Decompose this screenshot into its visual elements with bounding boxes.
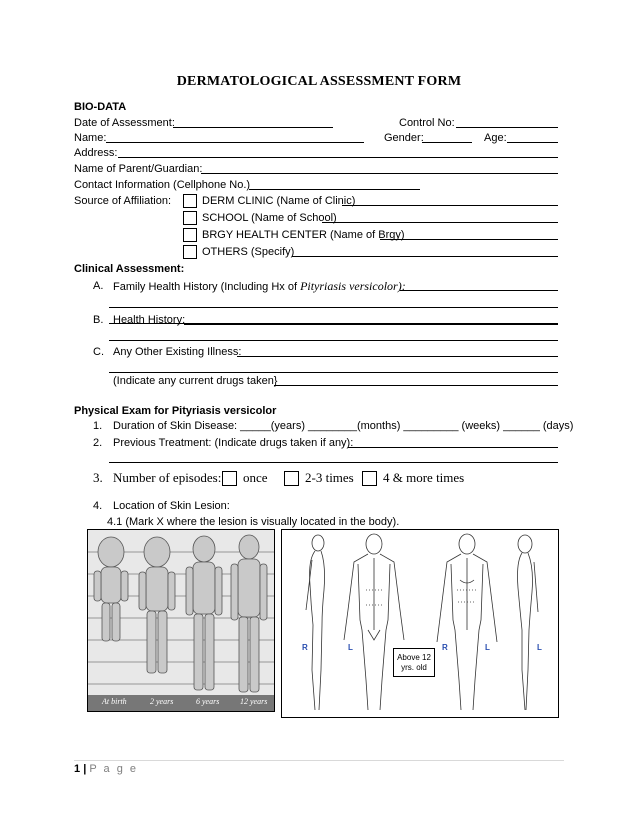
biodata-heading: BIO-DATA bbox=[74, 101, 127, 113]
derm-clinic-field[interactable] bbox=[342, 205, 558, 206]
others-checkbox[interactable] bbox=[183, 245, 197, 259]
letter-l-1: L bbox=[348, 643, 353, 652]
health-history-field[interactable] bbox=[184, 324, 558, 325]
family-history-line-2[interactable] bbox=[109, 307, 558, 308]
school-checkbox[interactable] bbox=[183, 211, 197, 225]
location-label: Location of Skin Lesion: bbox=[113, 500, 230, 512]
item-2-num: 2. bbox=[93, 437, 103, 449]
adult-front bbox=[437, 534, 497, 710]
page-number: 1 bbox=[74, 763, 81, 775]
current-drugs-label: (Indicate any current drugs taken} bbox=[113, 375, 278, 387]
family-history-field[interactable] bbox=[400, 290, 558, 291]
duration-text: Duration of Skin Disease: _____(years) ________(months) _________ (weeks) ______ (days) bbox=[113, 420, 574, 432]
child-figures-svg bbox=[88, 530, 274, 711]
caption-birth: At birth bbox=[102, 697, 127, 706]
other-illness-label: Any Other Existing Illness: bbox=[113, 346, 242, 358]
others-field[interactable] bbox=[292, 256, 558, 257]
child-figure-birth bbox=[94, 537, 128, 641]
letter-l-2: L bbox=[485, 643, 490, 652]
clinical-heading: Clinical Assessment: bbox=[74, 263, 185, 275]
child-body-chart[interactable] bbox=[87, 529, 275, 712]
episodes-2-3-checkbox[interactable] bbox=[284, 471, 299, 486]
caption-2y: 2 years bbox=[150, 697, 174, 706]
page-separator: | bbox=[83, 763, 87, 775]
parent-field[interactable] bbox=[201, 173, 558, 174]
control-label: Control No: bbox=[399, 117, 455, 129]
contact-field[interactable] bbox=[249, 189, 420, 190]
adult-age-note: Above 12 yrs. old bbox=[393, 648, 435, 677]
control-field[interactable] bbox=[456, 127, 558, 128]
page-footer bbox=[74, 763, 138, 776]
derm-clinic-checkbox[interactable] bbox=[183, 194, 197, 208]
item-4-num: 4. bbox=[93, 500, 103, 512]
age-label: Age: bbox=[484, 132, 507, 144]
date-field[interactable] bbox=[173, 127, 333, 128]
item-a-letter: A. bbox=[93, 280, 104, 292]
caption-6y: 6 years bbox=[196, 697, 220, 706]
child-figure-6y bbox=[186, 536, 222, 690]
previous-treatment-field[interactable] bbox=[348, 447, 558, 448]
letter-r-2: R bbox=[442, 643, 448, 652]
date-label: Date of Assessment: bbox=[74, 117, 175, 129]
episodes-once-checkbox[interactable] bbox=[222, 471, 237, 486]
child-figure-2y bbox=[139, 537, 175, 673]
footer-divider bbox=[74, 760, 564, 761]
previous-treatment-line-2[interactable] bbox=[109, 462, 558, 463]
other-illness-field[interactable] bbox=[237, 356, 558, 357]
address-field[interactable] bbox=[118, 157, 558, 158]
item-3-num: 3. bbox=[93, 470, 103, 485]
episodes-once-label: once bbox=[243, 470, 268, 485]
child-figure-12y bbox=[231, 535, 267, 692]
location-instruction: 4.1 (Mark X where the lesion is visually located in the body). bbox=[107, 516, 400, 528]
item-1-num: 1. bbox=[93, 420, 103, 432]
episodes-4-more-checkbox[interactable] bbox=[362, 471, 377, 486]
brgy-field[interactable] bbox=[380, 239, 558, 240]
source-label: Source of Affiliation: bbox=[74, 195, 172, 207]
gender-field[interactable] bbox=[422, 142, 472, 143]
age-field[interactable] bbox=[507, 142, 558, 143]
episodes-2-3-label: 2-3 times bbox=[305, 470, 354, 485]
caption-12y: 12 years bbox=[240, 697, 268, 706]
adult-back bbox=[344, 534, 404, 710]
item-c-letter: C. bbox=[93, 346, 104, 358]
contact-label: Contact Information (Cellphone No.) bbox=[74, 179, 251, 191]
other-illness-line-2[interactable] bbox=[109, 372, 558, 373]
letter-r-1: R bbox=[302, 643, 308, 652]
episodes-label: Number of episodes: bbox=[113, 470, 222, 485]
school-field[interactable] bbox=[322, 222, 558, 223]
adult-body-chart[interactable] bbox=[281, 529, 559, 718]
adult-side-right bbox=[518, 535, 539, 710]
parent-label: Name of Parent/Guardian: bbox=[74, 163, 203, 175]
previous-treatment-label: Previous Treatment: (Indicate drugs taken if any): bbox=[113, 437, 354, 449]
current-drugs-field[interactable] bbox=[274, 385, 558, 386]
gender-label: Gender: bbox=[384, 132, 424, 144]
item-b-letter: B. bbox=[93, 314, 104, 326]
derm-clinic-label: DERM CLINIC (Name of Clinic) bbox=[202, 195, 356, 207]
brgy-checkbox[interactable] bbox=[183, 228, 197, 242]
form-title: DERMATOLOGICAL ASSESSMENT FORM bbox=[176, 74, 462, 89]
school-label: SCHOOL (Name of School) bbox=[202, 212, 337, 224]
name-field[interactable] bbox=[106, 142, 364, 143]
health-history-label: Health History: bbox=[113, 314, 186, 326]
health-history-line-2[interactable] bbox=[109, 340, 558, 341]
adult-side-left bbox=[306, 535, 325, 710]
others-label: OTHERS (Specify) bbox=[202, 246, 295, 258]
letter-l-3: L bbox=[537, 643, 542, 652]
adult-figures-svg bbox=[282, 530, 558, 717]
family-history-label: Family Health History (Including Hx of Pityriasis versicolor): bbox=[113, 279, 406, 293]
brgy-label: BRGY HEALTH CENTER (Name of Brgy) bbox=[202, 229, 405, 241]
physical-heading: Physical Exam for Pityriasis versicolor bbox=[74, 405, 277, 417]
episodes-4-more-label: 4 & more times bbox=[383, 470, 465, 485]
address-label: Address: bbox=[74, 147, 118, 159]
name-label: Name: bbox=[74, 132, 107, 144]
page-word: P a g e bbox=[89, 763, 138, 775]
